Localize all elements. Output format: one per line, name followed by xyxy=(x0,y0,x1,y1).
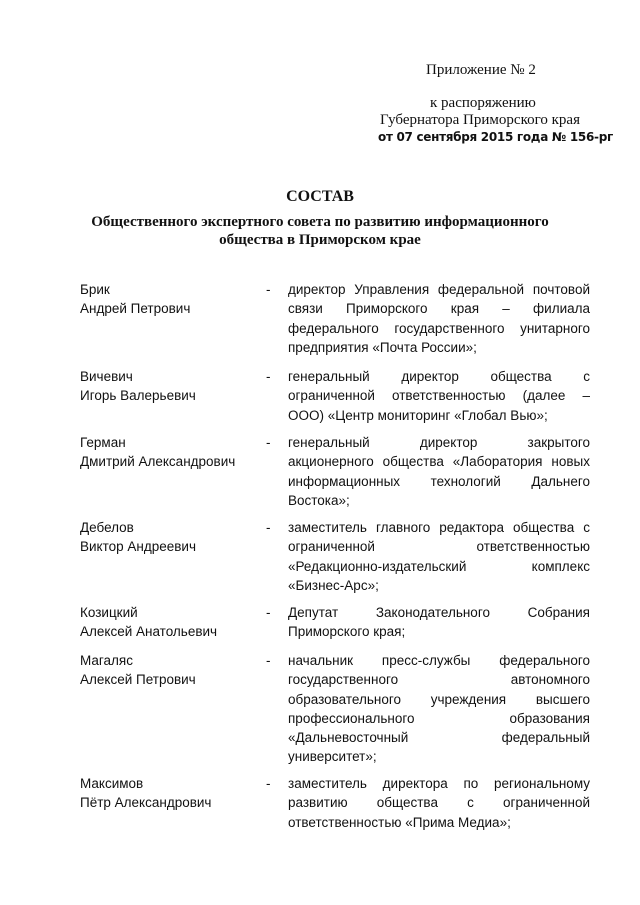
member-given-name: Пётр Александрович xyxy=(80,795,212,810)
role-line: начальник пресс-службы федерального xyxy=(288,653,590,668)
member-name xyxy=(80,603,260,641)
member-dash: - xyxy=(266,776,271,791)
member-surname: Герман xyxy=(80,435,126,450)
document-heading: СОСТАВ xyxy=(286,188,354,205)
role-line: ограниченной ответственностью xyxy=(288,539,590,555)
member-surname: Магаляс xyxy=(80,653,133,668)
role-line: заместитель директора по региональному xyxy=(288,776,590,791)
role-line: развитию общества с ограниченной xyxy=(288,795,590,811)
role-line: предприятия «Почта России»; xyxy=(288,339,477,355)
appendix-title: Приложение № 2 xyxy=(426,62,536,78)
role-line: «Дальневосточный федеральный xyxy=(288,730,590,746)
member-surname: Дебелов xyxy=(80,520,134,535)
role-line: ООО) «Центр мониторинг «Глобал Вью»; xyxy=(288,407,548,423)
role-line: директор Управления федеральной почтовой xyxy=(288,282,590,297)
member-surname: Козицкий xyxy=(80,605,138,620)
role-line: информационных технологий Дальнего xyxy=(288,473,590,489)
role-line: заместитель главного редактора общества с xyxy=(288,520,590,535)
role-line: генеральный директор общества с xyxy=(288,369,590,384)
appendix-governor: Губернатора Приморского края xyxy=(380,112,580,128)
role-line: связи Приморского края – филиала xyxy=(288,301,590,317)
member-given-name: Игорь Валерьевич xyxy=(80,388,196,403)
member-name xyxy=(80,774,260,812)
appendix-date-number: от 07 сентября 2015 года № 156-рг xyxy=(378,130,613,144)
role-line: «Редакционно-издательский комплекс xyxy=(288,558,590,574)
member-name xyxy=(80,280,260,318)
document-subheading xyxy=(80,213,560,249)
role-line: Приморского края; xyxy=(288,624,406,640)
member-dash: - xyxy=(266,282,271,297)
member-surname: Максимов xyxy=(80,776,144,791)
member-given-name: Дмитрий Александрович xyxy=(80,454,236,469)
member-given-name: Алексей Анатольевич xyxy=(80,624,218,639)
member-dash: - xyxy=(266,369,271,384)
role-line: Востока»; xyxy=(288,492,350,508)
subheading-line: общества в Приморском крае xyxy=(219,232,421,248)
member-name xyxy=(80,651,260,689)
member-surname: Вичевич xyxy=(80,369,133,384)
role-line: Депутат Законодательного Собрания xyxy=(288,605,590,620)
role-line: федерального государственного унитарного xyxy=(288,320,590,336)
member-dash: - xyxy=(266,653,271,668)
role-line: образовательного учреждения высшего xyxy=(288,691,590,707)
member-role xyxy=(288,651,590,767)
member-role xyxy=(288,433,590,510)
role-line: профессионального образования xyxy=(288,710,590,726)
role-line: ограниченной ответственностью (далее – xyxy=(288,388,590,404)
member-given-name: Виктор Андреевич xyxy=(80,539,197,554)
member-surname: Брик xyxy=(80,282,110,297)
role-line: государственного автономного xyxy=(288,672,590,688)
member-role xyxy=(288,603,590,642)
role-line: «Бизнес-Арс»; xyxy=(288,577,379,593)
member-given-name: Алексей Петрович xyxy=(80,672,196,687)
member-role xyxy=(288,774,590,832)
member-dash: - xyxy=(266,520,271,535)
subheading-line: Общественного экспертного совета по развитию информационного xyxy=(91,214,549,230)
member-dash: - xyxy=(266,435,271,450)
member-name xyxy=(80,433,260,471)
role-line: ответственностью «Прима Медиа»; xyxy=(288,814,511,830)
appendix-block xyxy=(378,62,613,146)
role-line: университет»; xyxy=(288,749,377,765)
member-dash: - xyxy=(266,605,271,620)
member-given-name: Андрей Петрович xyxy=(80,301,191,316)
role-line: генеральный директор закрытого xyxy=(288,435,590,450)
member-role xyxy=(288,280,590,357)
member-role xyxy=(288,518,590,595)
member-name xyxy=(80,518,260,556)
member-role xyxy=(288,367,590,425)
role-line: акционерного общества «Лаборатория новых xyxy=(288,454,590,470)
member-name xyxy=(80,367,260,405)
appendix-to-order: к распоряжению xyxy=(430,95,536,111)
